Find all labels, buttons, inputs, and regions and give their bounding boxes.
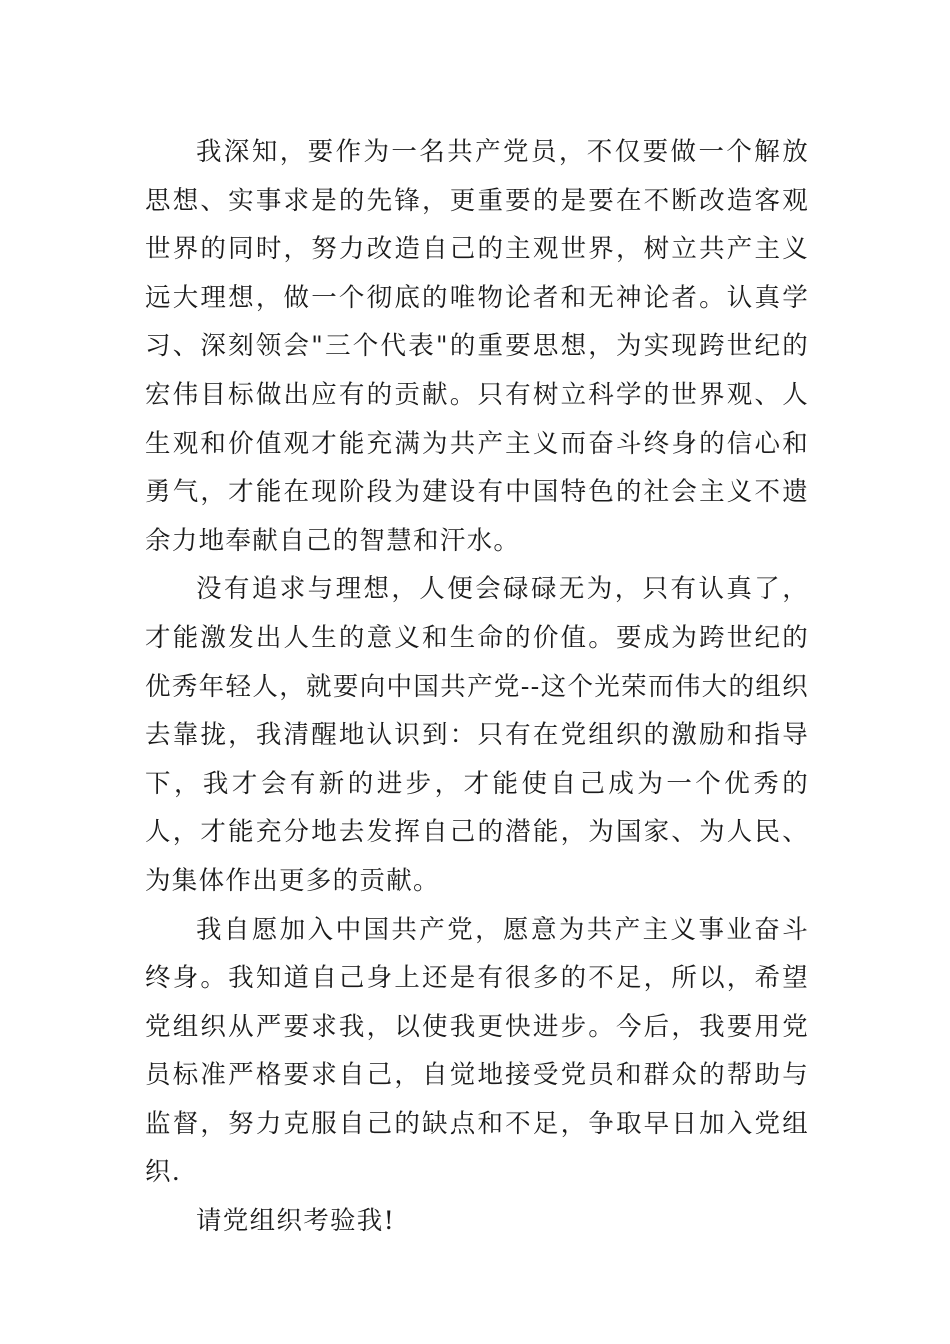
paragraph-2: 没有追求与理想，人便会碌碌无为，只有认真了，才能激发出人生的意义和生命的价值。要成为跨世纪的优秀年轻人，就要向中国共产党--这个光荣而伟大的组织去靠拢，我清醒地认识到：只有在党组织的激励和指导下，我才会有新的进步，才能使自己成为一个优秀的人，才能充分地去发挥自己的潜能，为国家、为人民、为集体作出更多的贡献。: [145, 574, 809, 896]
paragraph-3: 我自愿加入中国共产党，愿意为共产主义事业奋斗终身。我知道自己身上还是有很多的不足，所以，希望党组织从严要求我，以使我更快进步。今后，我要用党员标准严格要求自己，自觉地接受党员和群众的帮助与监督，努力克服自己的缺点和不足，争取早日加入党组织.: [145, 914, 809, 1188]
paragraph-1: 我深知，要作为一名共产党员，不仅要做一个解放思想、实事求是的先锋，更重要的是要在不断改造客观世界的同时，努力改造自己的主观世界，树立共产主义远大理想，做一个彻底的唯物论者和无神论者。认真学习、深刻领会"三个代表"的重要思想，为实现跨世纪的宏伟目标做出应有的贡献。只有树立科学的世界观、人生观和价值观才能充满为共产主义而奋斗终身的信心和勇气，才能在现阶段为建设有中国特色的社会主义不遗余力地奉献自己的智慧和汗水。: [145, 137, 809, 556]
paragraph-4: 请党组织考验我!: [196, 1206, 396, 1237]
document-body: [145, 128, 809, 1246]
